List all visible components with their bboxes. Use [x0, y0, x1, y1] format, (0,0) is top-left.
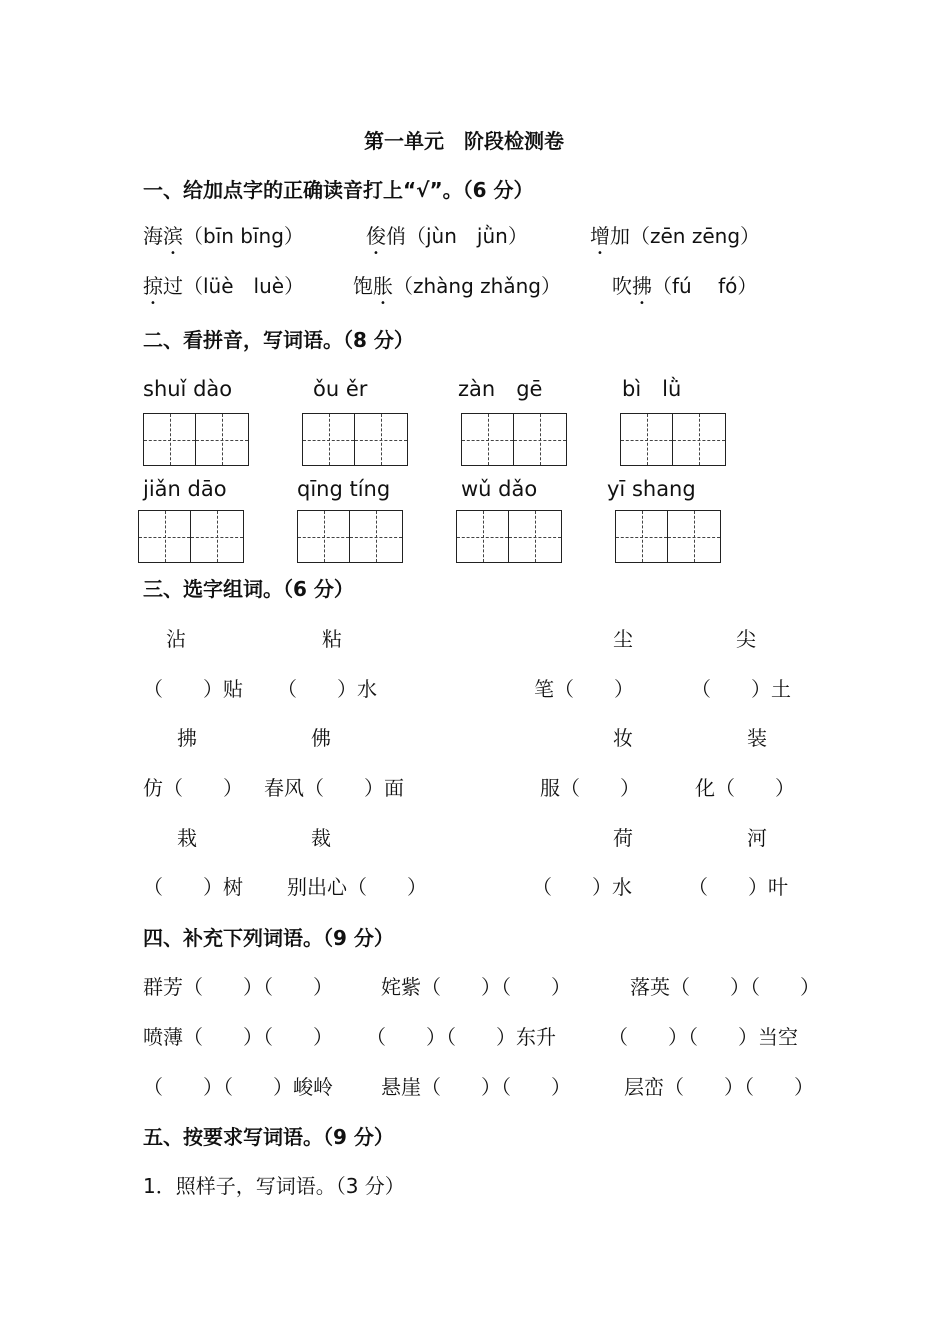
- writing-grid[interactable]: [138, 510, 244, 564]
- choice-char: 妆: [613, 726, 633, 750]
- section-4-heading: 四、补充下列词语。（9 分）: [143, 926, 394, 950]
- idiom-blank[interactable]: 落英（ ）（ ）: [630, 975, 820, 999]
- section-1-heading: 一、给加点字的正确读音打上“√”。（6 分）: [143, 178, 534, 202]
- page-title: 第一单元 阶段检测卷: [364, 129, 564, 153]
- s1-item-4: 掠过（lüè luè）: [143, 274, 305, 298]
- choice-char: 装: [747, 726, 767, 750]
- pinyin-label: wǔ dǎo: [461, 477, 538, 501]
- idiom-blank[interactable]: 群芳（ ）（ ）: [143, 975, 333, 999]
- idiom-blank[interactable]: （ ）（ ）东升: [366, 1025, 556, 1049]
- writing-grid[interactable]: [297, 510, 403, 564]
- choice-char: 栽: [177, 826, 197, 850]
- pinyin-label: zàn gē: [458, 377, 543, 401]
- pinyin-label: ǒu ěr: [313, 377, 368, 401]
- idiom-blank[interactable]: 层峦（ ）（ ）: [624, 1075, 814, 1099]
- writing-grid[interactable]: [302, 413, 408, 467]
- fill-blank[interactable]: （ ）水: [277, 677, 377, 701]
- fill-blank[interactable]: 笔（ ）: [534, 677, 634, 701]
- writing-grid[interactable]: [143, 413, 249, 467]
- fill-blank[interactable]: （ ）树: [143, 875, 243, 899]
- section-3-heading: 三、选字组词。（6 分）: [143, 577, 354, 601]
- pinyin-label: yī shang: [607, 477, 696, 501]
- s1-item-5: 饱胀（zhàng zhǎng）: [353, 274, 561, 298]
- fill-blank[interactable]: 春风（ ）面: [264, 776, 404, 800]
- choice-char: 荷: [613, 826, 633, 850]
- fill-blank[interactable]: 化（ ）: [695, 776, 795, 800]
- writing-grid[interactable]: [620, 413, 726, 467]
- fill-blank[interactable]: 服（ ）: [540, 776, 640, 800]
- choice-char: 沾: [166, 627, 186, 651]
- pinyin-label: jiǎn dāo: [143, 477, 227, 501]
- idiom-blank[interactable]: 姹紫（ ）（ ）: [381, 975, 571, 999]
- s1-item-2: 俊俏（jùn jǜn）: [366, 224, 528, 248]
- idiom-blank[interactable]: 喷薄（ ）（ ）: [143, 1025, 333, 1049]
- s5-subquestion-1: 1．照样子，写词语。（3 分）: [143, 1174, 405, 1198]
- writing-grid[interactable]: [456, 510, 562, 564]
- choice-char: 粘: [322, 627, 342, 651]
- choice-char: 拂: [177, 726, 197, 750]
- idiom-blank[interactable]: 悬崖（ ）（ ）: [381, 1075, 571, 1099]
- choice-char: 河: [747, 826, 767, 850]
- fill-blank[interactable]: （ ）贴: [143, 677, 243, 701]
- idiom-blank[interactable]: （ ）（ ）当空: [608, 1025, 798, 1049]
- pinyin-label: bì lǜ: [622, 377, 682, 401]
- fill-blank[interactable]: （ ）叶: [688, 875, 788, 899]
- section-2-heading: 二、看拼音，写词语。（8 分）: [143, 328, 414, 352]
- choice-char: 尖: [736, 627, 756, 651]
- choice-char: 裁: [311, 826, 331, 850]
- writing-grid[interactable]: [461, 413, 567, 467]
- idiom-blank[interactable]: （ ）（ ）峻岭: [143, 1075, 333, 1099]
- s1-item-3: 增加（zēn zēng）: [590, 224, 761, 248]
- writing-grid[interactable]: [615, 510, 721, 564]
- fill-blank[interactable]: 别出心（ ）: [287, 875, 427, 899]
- fill-blank[interactable]: 仿（ ）: [143, 776, 243, 800]
- pinyin-label: shuǐ dào: [143, 377, 233, 401]
- s1-item-1: 海滨（bīn bīng）: [143, 224, 304, 248]
- s1-item-6: 吹拂（fú fó）: [612, 274, 758, 298]
- choice-char: 尘: [613, 627, 633, 651]
- section-5-heading: 五、按要求写词语。（9 分）: [143, 1125, 394, 1149]
- choice-char: 佛: [311, 726, 331, 750]
- pinyin-label: qīng tíng: [297, 477, 391, 501]
- fill-blank[interactable]: （ ）土: [691, 677, 791, 701]
- fill-blank[interactable]: （ ）水: [532, 875, 632, 899]
